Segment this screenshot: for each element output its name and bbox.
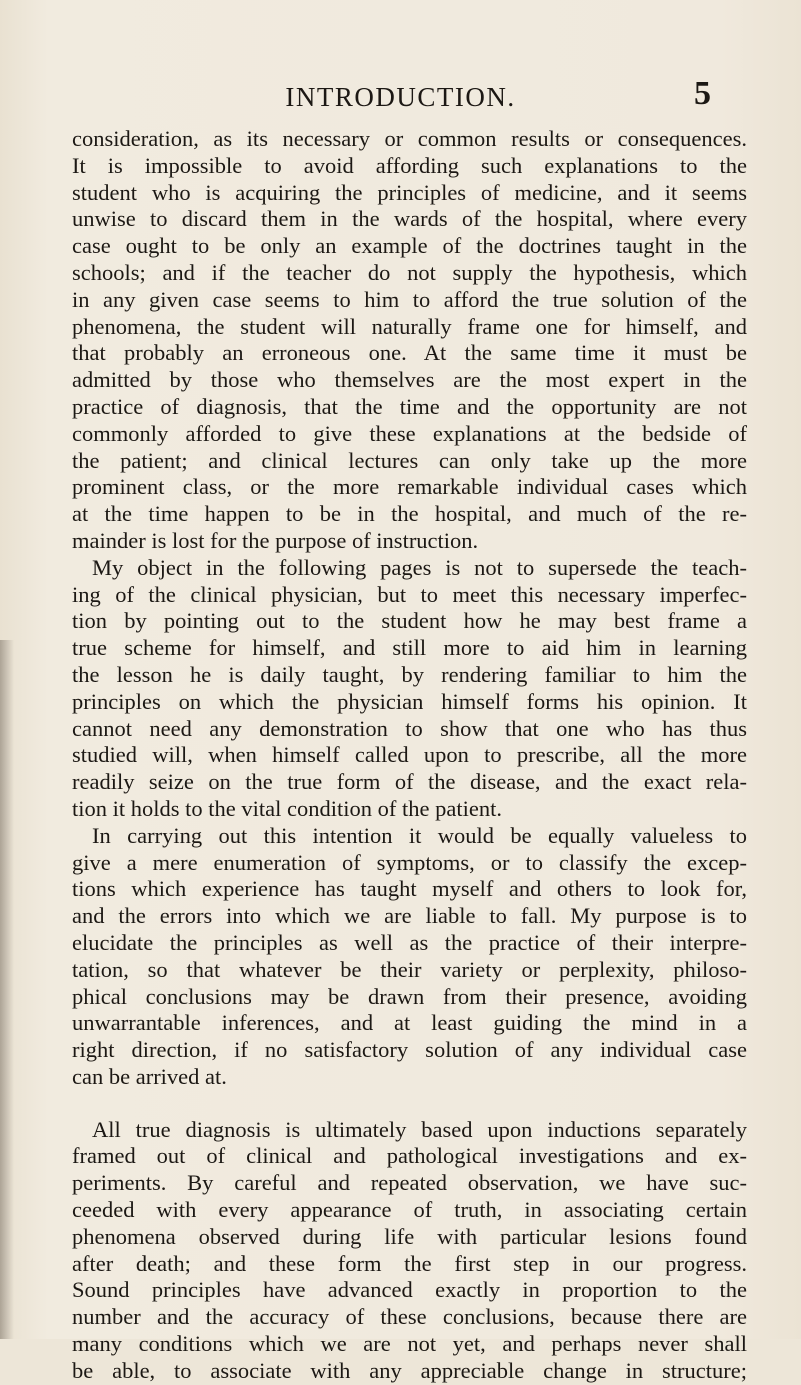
text-line: true scheme for himself, and still more to aid him in learning xyxy=(72,635,747,661)
text-line: practice of diagnosis, that the time and the opportunity are not xyxy=(72,393,747,419)
text-line: consideration, as its necessary or common results or consequences. xyxy=(72,126,747,151)
text-line: framed out of clinical and pathological investigations and ex- xyxy=(72,1143,747,1169)
text-line: can be arrived at. xyxy=(72,1063,227,1089)
text-line: schools; and if the teacher do not supply the hypothesis, which xyxy=(72,259,747,285)
body-text xyxy=(72,126,747,1385)
text-line: ing of the clinical physician, but to meet this necessary imperfec- xyxy=(72,581,747,607)
text-line: phenomena, the student will naturally frame one for himself, and xyxy=(72,313,747,339)
text-line: readily seize on the true form of the disease, and the exact rela- xyxy=(72,769,747,795)
text-line: the lesson he is daily taught, by rendering familiar to him the xyxy=(72,661,747,687)
text-line: that probably an erroneous one. At the same time it must be xyxy=(72,340,747,366)
running-title: INTRODUCTION. xyxy=(285,82,516,112)
text-line: It is impossible to avoid affording such explanations to the xyxy=(72,152,747,178)
text-line: In carrying out this intention it would be equally valueless to xyxy=(92,822,747,848)
text-line: tion it holds to the vital condition of the patient. xyxy=(72,795,502,821)
text-line: and the errors into which we are liable to fall. My purpose is to xyxy=(72,903,747,929)
text-line: tation, so that whatever be their variety or perplexity, philoso- xyxy=(72,956,747,982)
text-line: phical conclusions may be drawn from their presence, avoiding xyxy=(72,983,747,1009)
text-line: at the time happen to be in the hospital, and much of the re- xyxy=(72,501,747,527)
text-line: many conditions which we are not yet, and perhaps never shall xyxy=(72,1331,747,1357)
text-line: tions which experience has taught myself and others to look for, xyxy=(72,876,747,902)
text-line: number and the accuracy of these conclusions, because there are xyxy=(72,1304,747,1330)
text-line: studied will, when himself called upon to prescribe, all the more xyxy=(72,742,747,768)
text-line: case ought to be only an example of the doctrines taught in the xyxy=(72,233,747,259)
page-number: 5 xyxy=(694,75,711,112)
text-line: after death; and these form the first step in our progress. xyxy=(72,1250,747,1276)
text-line: give a mere enumeration of symptoms, or to classify the excep- xyxy=(72,849,747,875)
text-line: admitted by those who themselves are the most expert in the xyxy=(72,367,747,393)
text-line: periments. By careful and repeated observation, we have suc- xyxy=(72,1170,747,1196)
text-line: My object in the following pages is not to supersede the teach- xyxy=(92,554,747,580)
text-line: be able, to associate with any appreciable change in structure; xyxy=(72,1357,747,1383)
text-line: student who is acquiring the principles of medicine, and it seems xyxy=(72,179,747,205)
text-line: tion by pointing out to the student how he may best frame a xyxy=(72,608,747,634)
text-line: mainder is lost for the purpose of instruction. xyxy=(72,527,479,553)
text-line: prominent class, or the more remarkable individual cases which xyxy=(72,474,747,500)
text-line: commonly afforded to give these explanations at the bedside of xyxy=(72,420,747,446)
paragraph-gap xyxy=(72,1091,747,1117)
text-line: principles on which the physician himself forms his opinion. It xyxy=(72,688,747,714)
text-line: unwise to discard them in the wards of the hospital, where every xyxy=(72,206,747,232)
page-edge-shadow xyxy=(0,640,14,1339)
text-line: All true diagnosis is ultimately based upon inductions separately xyxy=(92,1116,747,1142)
text-line: in any given case seems to him to afford the true solution of the xyxy=(72,286,747,312)
text-line: right direction, if no satisfactory solution of any individual case xyxy=(72,1037,747,1063)
page-header xyxy=(0,75,801,114)
text-line: Sound principles have advanced exactly in proportion to the xyxy=(72,1277,747,1303)
text-line: elucidate the principles as well as the practice of their interpre- xyxy=(72,929,747,955)
text-line: phenomena observed during life with particular lesions found xyxy=(72,1223,747,1249)
text-line: ceeded with every appearance of truth, in associating certain xyxy=(72,1197,747,1223)
text-line: cannot need any demonstration to show that one who has thus xyxy=(72,715,747,741)
text-line: the patient; and clinical lectures can only take up the more xyxy=(72,447,747,473)
text-line: unwarrantable inferences, and at least guiding the mind in a xyxy=(72,1010,747,1036)
